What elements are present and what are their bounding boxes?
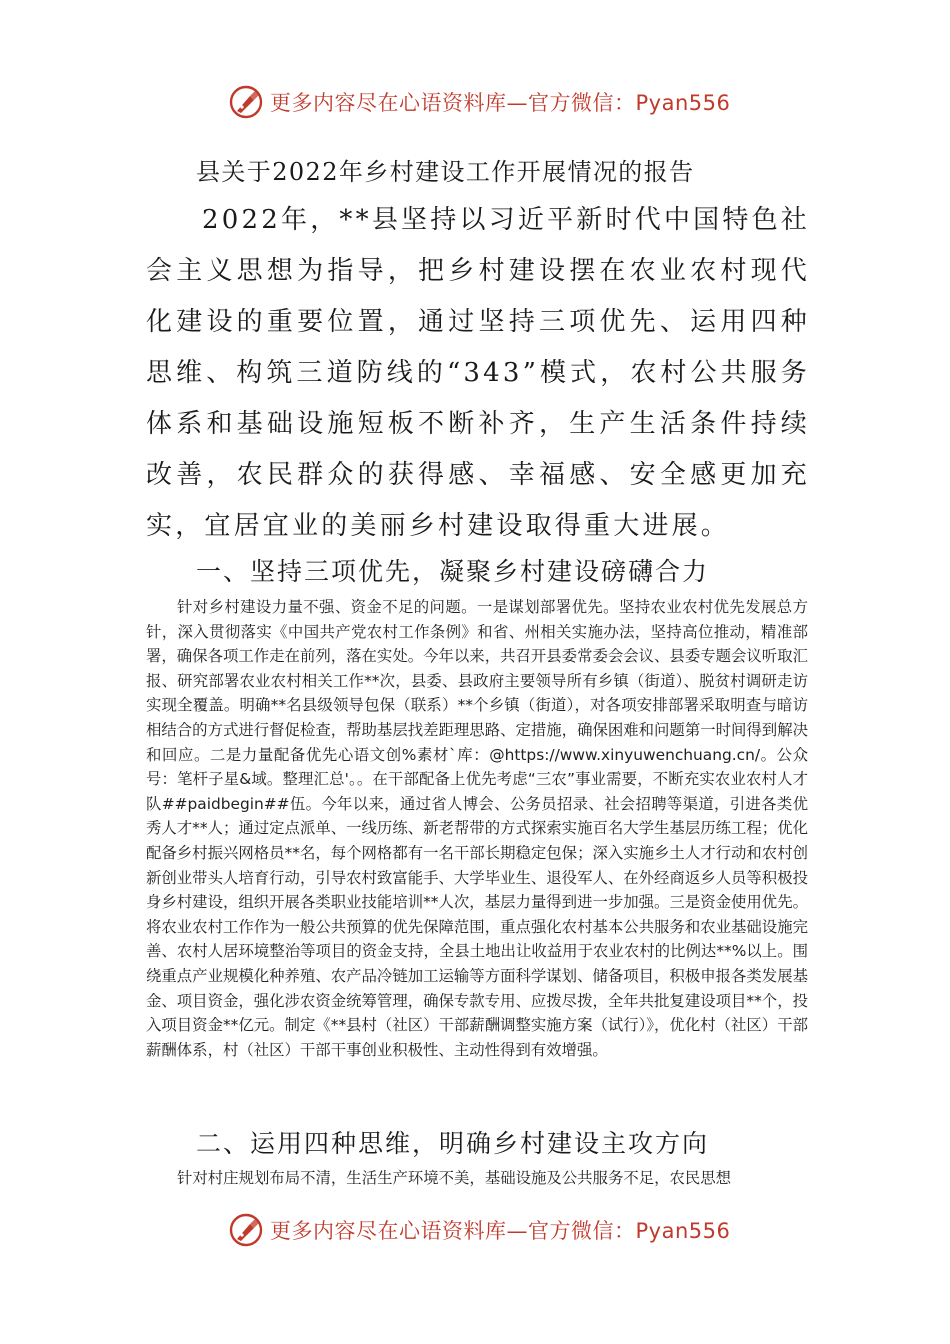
section-heading-1: 一、坚持三项优先，凝聚乡村建设磅礴合力	[196, 557, 710, 586]
intro-paragraph: 2022年，**县坚持以习近平新时代中国特色社会主义思想为指导，把乡村建设摆在农业农村现代化建设的重要位置，通过坚持三项优先、运用四种思维、构筑三道防线的“343”模式，农村公共服务体系和基础设施短板不断补齐，生产生活条件持续改善，农民群众的获得感、幸福感、安全感更加充实，宜居宜业的美丽乡村建设取得重大进展。	[146, 205, 810, 541]
section-body-1: 针对乡村建设力量不强、资金不足的问题。一是谋划部署优先。坚持农业农村优先发展总方针，深入贯彻落实《中国共产党农村工作条例》和省、州相关实施办法，坚持高位推动，精准部署，确保各项工作走在前列，落在实处。今年以来，共召开县委常委会会议、县委专题会议听取汇报、研究部署农业农村相关工作**次，县委、县政府主要领导所有乡镇（街道）、脱贫村调研走访实现全覆盖。明确**名县级领导包保（联系）**个乡镇（街道），对各项安排部署采取明查与暗访相结合的方式进行督促检查，帮助基层找差距理思路、定措施，确保困难和问题第一时间得到解决和回应。二是力量配备优先心语文创%素材`库：@https://www.xinyuwenchuang.cn/。公众号：笔杆子星&域。整理汇总'。。在干部配备上优先考虑“三农”事业需要，不断充实农业农村人才队##paidbegin##伍。今年以来，通过省人博会、公务员招录、社会招聘等渠道，引进各类优秀人才**人；通过定点派单、一线历练、新老帮带的方式探索实施百名大学生基层历练工程；优化配备乡村振兴网格员**名，每个网格都有一名干部长期稳定包保；深入实施乡土人才行动和农村创新创业带头人培育行动，引导农村致富能手、大学毕业生、退役军人、在外经商返乡人员等积极投身乡村建设，组织开展各类职业技能培训**人次，基层力量得到进一步加强。三是资金使用优先。将农业农村工作作为一般公共预算的优先保障范围，重点强化农村基本公共服务和农业基础设施完善、农村人居环境整治等项目的资金支持，全县土地出让收益用于农业农村的比例达**%以上。围绕重点产业规模化种养殖、农产品冷链加工运输等方面科学谋划、储备项目，积极申报各类发展基金、项目资金，强化涉农资金统筹管理，确保专款专用、应拨尽拨，全年共批复建设项目**个，投入项目资金**亿元。制定《**县村（社区）干部薪酬调整实施方案（试行）》，优化村（社区）干部薪酬体系，村（社区）干部干事创业积极性、主动性得到有效增强。	[146, 598, 808, 1059]
document-title: 县关于2022年乡村建设工作开展情况的报告	[196, 158, 695, 186]
pen-nib-icon	[228, 1212, 264, 1248]
watermark-text: 更多内容尽在心语资料库—官方微信：Pyan556	[270, 1219, 731, 1243]
watermark-text: 更多内容尽在心语资料库—官方微信：Pyan556	[270, 91, 731, 115]
watermark-banner-bottom	[228, 1210, 748, 1250]
watermark-banner-top	[228, 82, 748, 122]
section-heading-2: 二、运用四种思维，明确乡村建设主攻方向	[196, 1129, 710, 1158]
section-body-2: 针对村庄规划布局不清，生活生产环境不美，基础设施及公共服务不足，农民思想	[177, 1169, 732, 1187]
pen-nib-icon	[228, 84, 264, 120]
